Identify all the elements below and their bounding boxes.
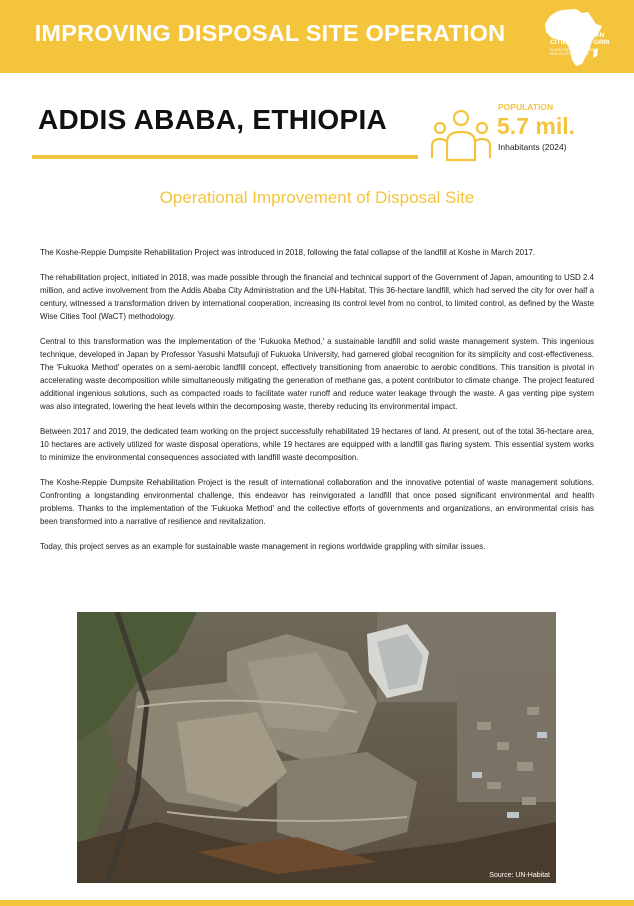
city-name: ADDIS ABABA, ETHIOPIA	[38, 104, 388, 135]
paragraph: Central to this transformation was the implementation of the 'Fukuoka Method,' a sustainable landfill and solid waste management system. This ingenious technique, developed in Japan by Professor Yasushi Matsufuji of Fukuoka University, had garnered global recognition for its simplicity and cost-effectiveness. The 'Fukuoka Method' operates on a semi-aerobic landfill concept, effectively transitioning from anaerobic to aerobic conditions. This transition is pivotal in accelerating waste decomposition while simultaneously mitigating the generation of methane gas, a potent contributor to climate change. The project featured additional ingenious solutions, such as compacted roads to facilitate water runoff and reduce water leakage through the waste. A gas venting pipe system was also integrated, lowering the heat levels within the decomposing waste, thereby reducing its environmental impact.	[40, 337, 594, 411]
population-label: POPULATION	[498, 102, 554, 112]
section-title: Operational Improvement of Disposal Site	[159, 188, 475, 207]
header-banner	[0, 0, 634, 73]
aerial-landfill-photo	[77, 612, 556, 883]
footer-bar	[0, 900, 634, 906]
photo-illustration	[77, 612, 556, 883]
population-value: 5.7 mil.	[497, 113, 575, 139]
acp-logo	[528, 6, 628, 70]
paragraph: Between 2017 and 2019, the dedicated team working on the project successfully rehabilitated 19 hectares of land. At present, out of the total 36-hectare area, 10 hectares are actively utilized for waste disposal operations, while 19 hectares are equipped with a landfill gas flaring system. This essential system works to minimize the environmental consequences associated with landfill waste decomposition.	[40, 427, 594, 462]
body-text	[40, 246, 594, 565]
photo-source: Source: UN-Habitat	[489, 872, 550, 879]
paragraph: Today, this project serves as an example for sustainable waste management in regions worldwide grappling with similar issues.	[40, 542, 486, 551]
people-group-icon	[430, 108, 492, 164]
logo-text-line-2: CITIES PLATFORM	[550, 39, 610, 46]
paragraph: The Koshe-Reppie Dumpsite Rehabilitation Project was introduced in 2018, following the fatal collapse of the landfill at Koshe in March 2017.	[40, 248, 536, 257]
population-note: Inhabitants (2024)	[498, 142, 567, 152]
logo-subtext-line-2: DES VILLES PROPRES	[550, 52, 590, 56]
logo-text-line-1: AFRICAN CLEAN	[550, 32, 605, 39]
logo-subtext-line-1: PLATE-FORME AFRICAINE	[550, 48, 596, 52]
paragraph: The Koshe-Reppie Dumpsite Rehabilitation Project is the result of international collaboration and the innovative potential of waste management solutions. Confronting a longstanding environmental challenge, this endeavor has reinvigorated a landfill that once posed significant environmental and health problems. Thanks to the implementation of the 'Fukuoka Method' and the collective efforts of governments and organizations, an environmental crisis has been transformed into a narrative of resilience and revitalization.	[40, 478, 594, 526]
paragraph: The rehabilitation project, initiated in 2018, was made possible through the financial and technical support of the Government of Japan, amounting to USD 2.4 million, and active involvement from the Addis Ababa City Administration and the UN-Habitat. This 36-hectare landfill, which had served the city for over half a century, witnessed a transformation driven by international cooperation, increasing its control level from no control, to limited control, as defined by the Waste Wise Cities Tool (WaCT) methodology.	[40, 273, 594, 321]
city-underline	[32, 155, 418, 159]
page-title: IMPROVING DISPOSAL SITE OPERATION	[34, 20, 506, 46]
